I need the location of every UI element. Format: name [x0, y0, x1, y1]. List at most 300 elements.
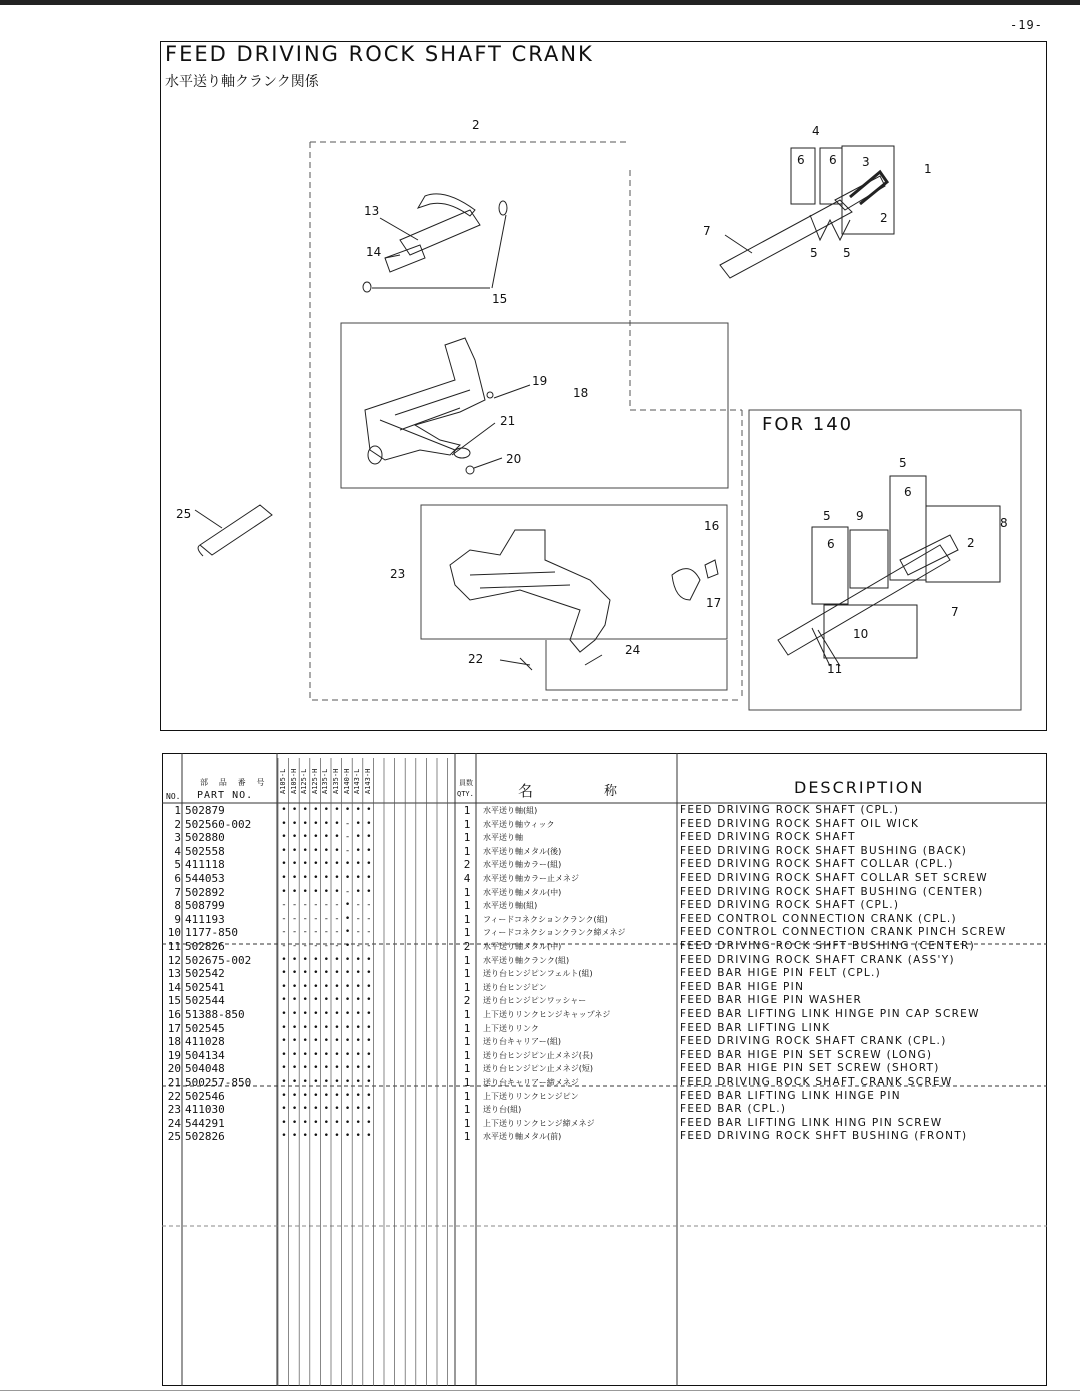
part-number: 411118 [185, 858, 225, 872]
model-applicability-mark: • [323, 818, 330, 829]
name-japanese: 上下送りリンク [483, 1023, 539, 1033]
model-applicability-mark: • [281, 954, 287, 965]
footer-line [0, 1390, 1080, 1391]
quantity: 1 [463, 1062, 471, 1076]
description: FEED BAR LIFTING LINK HING PIN SCREW [680, 1116, 943, 1129]
part-number: 502892 [185, 885, 225, 899]
model-applicability-mark: • [366, 1009, 372, 1019]
model-applicability-mark: - [291, 927, 298, 938]
model-applicability-mark: - [302, 927, 308, 938]
model-applicability-mark: • [302, 1117, 308, 1128]
quantity: 1 [463, 1035, 471, 1049]
model-applicability-mark: • [334, 1009, 340, 1019]
model-applicability-mark: • [334, 886, 340, 897]
description: FEED DRIVING ROCK SHAFT (CPL.) [680, 804, 900, 816]
model-applicability-mark: • [334, 954, 340, 965]
name-japanese: 送り台キャリアー(組) [483, 1037, 562, 1047]
callout-number: 8 [1000, 516, 1008, 530]
table-row [0, 1062, 1080, 1076]
model-applicability-mark: • [291, 981, 298, 992]
model-applicability-mark: • [291, 886, 298, 897]
model-applicability-mark: • [313, 859, 319, 870]
model-applicability-mark: • [344, 927, 351, 938]
model-applicability-mark: • [366, 981, 372, 992]
model-applicability-mark: • [355, 1104, 361, 1115]
callout-number: 4 [812, 124, 820, 138]
model-applicability-mark: • [366, 1036, 372, 1047]
model-applicability-mark: • [323, 968, 330, 979]
model-applicability-mark: • [302, 1104, 308, 1115]
part-number: 502542 [185, 967, 225, 981]
model-applicability-mark: • [291, 805, 298, 815]
model-applicability-mark: • [344, 859, 351, 870]
callout-number: 23 [390, 567, 406, 581]
callout-number: 13 [364, 204, 380, 218]
table-row [0, 899, 1080, 913]
part-number: 411028 [185, 1035, 225, 1049]
model-applicability-mark: • [281, 1090, 287, 1101]
quantity: 1 [463, 804, 471, 817]
row-number: 23 [167, 1103, 181, 1117]
model-applicability-mark: • [291, 1117, 298, 1128]
model-applicability-mark: - [334, 927, 340, 938]
callout-number: 15 [492, 292, 508, 306]
quantity: 1 [463, 967, 471, 981]
quantity: 1 [463, 1130, 471, 1144]
model-applicability-mark: • [302, 845, 308, 856]
table-row [0, 994, 1080, 1008]
model-applicability-mark: • [366, 845, 372, 856]
model-applicability-mark: - [323, 941, 330, 951]
model-applicability-mark: • [323, 995, 330, 1006]
name-japanese: 送り台ヒンジピン止メネジ(短) [483, 1064, 594, 1074]
model-applicability-mark: - [291, 900, 298, 911]
part-number: 508799 [185, 899, 225, 913]
model-applicability-mark: • [334, 1077, 340, 1087]
description: FEED BAR LIFTING LINK [680, 1021, 831, 1034]
quantity: 1 [463, 885, 471, 899]
model-applicability-mark: • [355, 981, 361, 992]
model-applicability-mark: • [344, 981, 351, 992]
model-applicability-mark: • [355, 968, 361, 979]
description: FEED DRIVING ROCK SHAFT OIL WICK [680, 817, 920, 830]
model-applicability-mark: • [366, 805, 372, 815]
description: FEED BAR (CPL.) [680, 1103, 787, 1116]
description: FEED BAR HIGE PIN SET SCREW (LONG) [680, 1048, 933, 1061]
model-applicability-mark: • [344, 900, 351, 911]
model-applicability-mark: • [302, 805, 308, 815]
row-number: 1 [174, 804, 181, 817]
model-applicability-mark: • [302, 832, 308, 843]
model-applicability-mark: • [334, 968, 340, 979]
table-row [0, 1130, 1080, 1144]
model-applicability-mark: - [355, 913, 361, 924]
model-applicability-mark: • [323, 1009, 330, 1019]
model-applicability-mark: • [313, 1009, 319, 1019]
model-applicability-mark: • [281, 1117, 287, 1128]
model-applicability-mark: • [291, 1049, 298, 1060]
part-number: 502558 [185, 844, 225, 858]
model-applicability-mark: • [344, 954, 351, 965]
callout-number: 2 [967, 536, 975, 550]
model-column-header: A140-H [342, 768, 351, 794]
table-row [0, 831, 1080, 845]
row-number: 22 [167, 1089, 181, 1103]
model-column-header: A105-H [289, 768, 298, 794]
header-qty-jp: 員数 [459, 779, 473, 787]
description: FEED BAR HIGE PIN [680, 980, 805, 993]
model-applicability-mark: • [344, 873, 351, 883]
model-applicability-mark: - [323, 900, 330, 911]
model-applicability-mark: • [366, 886, 372, 897]
model-applicability-mark: • [313, 1077, 319, 1087]
callout-number: 10 [853, 627, 869, 641]
model-applicability-mark: - [323, 913, 330, 924]
quantity: 1 [463, 1103, 471, 1117]
name-japanese: 送り台ヒンジピン [483, 982, 547, 992]
model-applicability-mark: • [334, 1022, 340, 1033]
model-column-header: A143-H [363, 768, 372, 794]
model-applicability-mark: • [344, 1009, 351, 1019]
model-applicability-mark: • [344, 1117, 351, 1128]
model-applicability-mark: • [344, 1077, 351, 1087]
description: FEED CONTROL CONNECTION CRANK (CPL.) [680, 912, 957, 925]
callout-number: 1 [924, 162, 932, 176]
model-applicability-mark: - [344, 845, 351, 856]
model-applicability-mark: • [302, 981, 308, 992]
model-applicability-mark: • [302, 968, 308, 979]
model-applicability-mark: • [323, 1022, 330, 1033]
model-applicability-mark: • [302, 1063, 308, 1074]
model-applicability-mark: • [313, 886, 319, 897]
model-applicability-mark: • [323, 1090, 330, 1101]
table-row [0, 858, 1080, 872]
part-number: 502879 [185, 804, 225, 817]
callout-number: 6 [797, 153, 805, 167]
callout-number: 17 [706, 596, 722, 610]
model-applicability-mark: • [334, 859, 340, 870]
table-row [0, 1022, 1080, 1036]
model-applicability-mark: • [334, 818, 340, 829]
callout-number: 9 [856, 509, 864, 523]
model-applicability-mark: • [281, 1063, 287, 1074]
model-applicability-mark: • [334, 1090, 340, 1101]
model-applicability-mark: • [355, 954, 361, 965]
quantity: 1 [463, 1008, 471, 1021]
model-applicability-mark: • [291, 818, 298, 829]
model-applicability-mark: • [302, 1036, 308, 1047]
model-applicability-mark: • [291, 845, 298, 856]
model-applicability-mark: • [366, 1063, 372, 1074]
header-qty: QTY. [457, 790, 474, 798]
model-applicability-mark: • [334, 1036, 340, 1047]
description: FEED DRIVING ROCK SHAFT COLLAR SET SCREW [680, 872, 988, 884]
model-applicability-mark: - [355, 927, 361, 938]
name-japanese: 水平送り軸クランク(組) [483, 955, 570, 965]
model-applicability-mark: • [323, 845, 330, 856]
model-applicability-mark: • [323, 859, 330, 870]
part-number: 504048 [185, 1062, 225, 1076]
model-applicability-mark: • [344, 968, 351, 979]
model-applicability-mark: • [302, 1049, 308, 1060]
model-applicability-mark: • [344, 1131, 351, 1142]
quantity: 1 [463, 1116, 471, 1130]
part-number: 411193 [185, 912, 225, 926]
model-applicability-mark: • [302, 886, 308, 897]
model-applicability-mark: - [366, 941, 372, 951]
model-applicability-mark: • [291, 1077, 298, 1087]
model-applicability-mark: • [281, 832, 287, 843]
model-applicability-mark: - [281, 900, 287, 911]
model-applicability-mark: • [281, 873, 287, 883]
description: FEED BAR HIGE PIN FELT (CPL.) [680, 967, 882, 980]
model-applicability-mark: • [334, 1117, 340, 1128]
model-applicability-mark: • [323, 1063, 330, 1074]
name-japanese: 水平送り軸メタル(後) [483, 846, 562, 856]
name-japanese: フィードコネクションクランク(組) [483, 914, 608, 924]
part-number: 544053 [185, 872, 225, 885]
model-applicability-mark: - [313, 900, 319, 911]
description: FEED BAR HIGE PIN WASHER [680, 994, 863, 1007]
model-applicability-mark: - [291, 941, 298, 951]
name-japanese: 送り台ヒンジピンワッシャー [483, 996, 587, 1006]
model-applicability-mark: • [313, 873, 319, 883]
model-applicability-mark: - [313, 941, 319, 951]
row-number: 20 [167, 1062, 181, 1076]
model-applicability-mark: • [281, 1131, 287, 1142]
name-japanese: 水平送り軸カラー(組) [483, 860, 562, 870]
callout-number: 19 [532, 374, 548, 388]
description: FEED DRIVING ROCK SHAFT COLLAR (CPL.) [680, 858, 954, 871]
model-applicability-mark: • [366, 859, 372, 870]
model-applicability-mark: - [344, 886, 351, 897]
callout-number: 5 [823, 509, 831, 523]
model-applicability-mark: • [313, 832, 319, 843]
model-applicability-mark: • [334, 805, 340, 815]
model-applicability-mark: • [291, 954, 298, 965]
model-applicability-mark: - [281, 913, 287, 924]
model-applicability-mark: • [313, 995, 319, 1006]
model-applicability-mark: • [291, 859, 298, 870]
part-number: 502560-002 [185, 817, 252, 831]
model-applicability-mark: • [355, 1117, 361, 1128]
model-applicability-mark: • [323, 981, 330, 992]
quantity: 4 [463, 872, 471, 885]
model-applicability-mark: • [334, 832, 340, 843]
model-applicability-mark: • [302, 873, 308, 883]
description: FEED DRIVING ROCK SHAFT (CPL.) [680, 899, 900, 912]
model-applicability-mark: • [323, 832, 330, 843]
model-applicability-mark: • [302, 1077, 308, 1087]
model-applicability-mark: • [344, 995, 351, 1006]
name-japanese: 水平送り軸(組) [483, 901, 538, 911]
quantity: 1 [463, 899, 471, 913]
model-applicability-mark: • [302, 818, 308, 829]
model-applicability-mark: - [291, 913, 298, 924]
description: FEED DRIVING ROCK SHAFT CRANK (ASS'Y) [680, 953, 955, 966]
model-column-header: A135-L [321, 768, 330, 794]
model-applicability-mark: - [313, 913, 319, 924]
name-japanese: 送り台ヒンジピンフェルト(組) [483, 969, 593, 979]
row-number: 4 [174, 844, 181, 858]
model-applicability-mark: - [334, 900, 340, 911]
quantity: 2 [463, 858, 471, 872]
model-applicability-mark: • [323, 1077, 330, 1087]
header-part-jp: 部 品 番 号 [200, 778, 268, 787]
row-number: 5 [174, 858, 181, 872]
row-number: 14 [167, 980, 181, 994]
table-row [0, 1103, 1080, 1117]
model-applicability-mark: - [366, 913, 372, 924]
model-applicability-mark: • [291, 1104, 298, 1115]
callout-number: 6 [904, 485, 912, 499]
model-applicability-mark: • [281, 886, 287, 897]
description: FEED DRIVING ROCK SHFT BUSHING (FRONT) [680, 1130, 968, 1143]
quantity: 1 [463, 1048, 471, 1062]
model-applicability-mark: • [313, 805, 319, 815]
model-applicability-mark: • [366, 1077, 372, 1087]
description: FEED DRIVING ROCK SHAFT CRANK (CPL.) [680, 1035, 947, 1048]
table-row [0, 1008, 1080, 1022]
model-applicability-mark: • [291, 873, 298, 883]
model-applicability-mark: • [355, 818, 361, 829]
part-number: 502545 [185, 1021, 225, 1035]
name-japanese: 水平送り軸 [483, 833, 523, 843]
callout-number: 2 [472, 118, 480, 132]
model-applicability-mark: • [291, 1022, 298, 1033]
callout-number: 20 [506, 452, 522, 466]
part-number: 411030 [185, 1103, 225, 1117]
model-applicability-mark: • [313, 1049, 319, 1060]
model-applicability-mark: • [344, 913, 351, 924]
quantity: 1 [463, 844, 471, 858]
part-number: 51388-850 [185, 1008, 245, 1021]
table-row [0, 954, 1080, 968]
name-japanese: フィードコネクションクランク締メネジ [483, 928, 626, 938]
callout-number: 7 [703, 224, 711, 238]
model-applicability-mark: • [281, 1036, 287, 1047]
table-row [0, 1035, 1080, 1049]
model-applicability-mark: - [344, 818, 351, 829]
name-japanese: 水平送り軸ウィック [483, 819, 555, 829]
callout-number: 22 [468, 652, 484, 666]
page-title-japanese: 水平送り軸クランク関係 [165, 74, 319, 90]
model-column-header: A135-H [332, 768, 340, 794]
callout-number: 11 [827, 662, 843, 676]
model-applicability-mark: • [323, 886, 330, 897]
model-applicability-mark: • [355, 995, 361, 1006]
model-applicability-mark: • [281, 1049, 287, 1060]
model-applicability-mark: • [366, 1131, 372, 1142]
model-applicability-mark: - [302, 900, 308, 911]
callout-number: 2 [880, 211, 888, 225]
row-number: 9 [174, 912, 181, 926]
model-applicability-mark: • [344, 1090, 351, 1101]
model-applicability-mark: • [323, 873, 330, 883]
quantity: 1 [463, 1089, 471, 1103]
quantity: 1 [463, 926, 471, 940]
page-title: FEED DRIVING ROCK SHAFT CRANK [165, 42, 594, 66]
model-applicability-mark: • [281, 859, 287, 870]
model-applicability-mark: • [334, 1104, 340, 1115]
description: FEED BAR HIGE PIN SET SCREW (SHORT) [680, 1062, 940, 1075]
header-part-no: PART NO. [197, 790, 254, 801]
model-applicability-mark: • [366, 873, 372, 883]
table-row [0, 804, 1080, 818]
model-applicability-mark: • [313, 981, 319, 992]
row-number: 7 [174, 885, 181, 899]
header-no: NO. [166, 792, 181, 801]
callout-number: 6 [827, 537, 835, 551]
model-applicability-mark: • [291, 1090, 298, 1101]
model-applicability-mark: • [281, 1009, 287, 1019]
model-applicability-mark: • [302, 1022, 308, 1033]
model-applicability-mark: • [355, 1131, 361, 1142]
model-applicability-mark: • [344, 1049, 351, 1060]
table-row [0, 818, 1080, 832]
model-applicability-mark: - [355, 941, 361, 951]
model-applicability-mark: • [334, 1049, 340, 1060]
callout-number: 25 [176, 507, 192, 521]
model-applicability-mark: - [334, 941, 340, 951]
model-applicability-mark: • [281, 1022, 287, 1033]
name-japanese: 上下送りリンクヒンジ締メネジ [483, 1118, 595, 1128]
model-applicability-mark: • [323, 1131, 330, 1142]
model-column-header: A105-L [279, 768, 287, 794]
description: FEED BAR LIFTING LINK HINGE PIN [680, 1089, 901, 1102]
model-applicability-mark: • [355, 859, 361, 870]
row-number: 21 [167, 1076, 181, 1089]
part-number: 544291 [185, 1116, 225, 1130]
model-applicability-mark: • [334, 845, 340, 856]
model-applicability-mark: • [366, 1104, 372, 1115]
model-applicability-mark: • [366, 832, 372, 843]
description: FEED DRIVING ROCK SHFT BUSHING (CENTER) [680, 940, 976, 952]
table-row [0, 886, 1080, 900]
model-applicability-mark: • [323, 1117, 330, 1128]
callout-number: 14 [366, 245, 382, 259]
model-applicability-mark: • [366, 1090, 372, 1101]
model-column-header: A143-L [353, 768, 362, 794]
model-applicability-mark: • [344, 1022, 351, 1033]
model-applicability-mark: • [355, 873, 361, 883]
model-applicability-mark: • [281, 995, 287, 1006]
row-number: 3 [174, 831, 181, 845]
model-applicability-mark: • [291, 1063, 298, 1074]
table-row [0, 1076, 1080, 1090]
model-column-header: A125-H [310, 768, 319, 794]
description: FEED DRIVING ROCK SHAFT [680, 831, 856, 844]
model-applicability-mark: - [323, 927, 330, 938]
quantity: 1 [463, 1021, 471, 1035]
table-row [0, 1049, 1080, 1063]
quantity: 2 [463, 940, 471, 953]
model-applicability-mark: - [302, 941, 308, 951]
model-applicability-mark: • [302, 1131, 308, 1142]
model-applicability-mark: • [334, 995, 340, 1006]
description: FEED DRIVING ROCK SHAFT BUSHING (BACK) [680, 844, 968, 857]
part-number: 504134 [185, 1048, 225, 1062]
model-applicability-mark: • [281, 818, 287, 829]
model-applicability-mark: • [355, 1090, 361, 1101]
model-applicability-mark: • [313, 968, 319, 979]
model-applicability-mark: - [281, 941, 287, 951]
model-applicability-mark: • [323, 1036, 330, 1047]
part-number: 502546 [185, 1089, 225, 1103]
callout-number: 6 [829, 153, 837, 167]
model-applicability-mark: • [355, 1063, 361, 1074]
model-applicability-mark: • [355, 805, 361, 815]
